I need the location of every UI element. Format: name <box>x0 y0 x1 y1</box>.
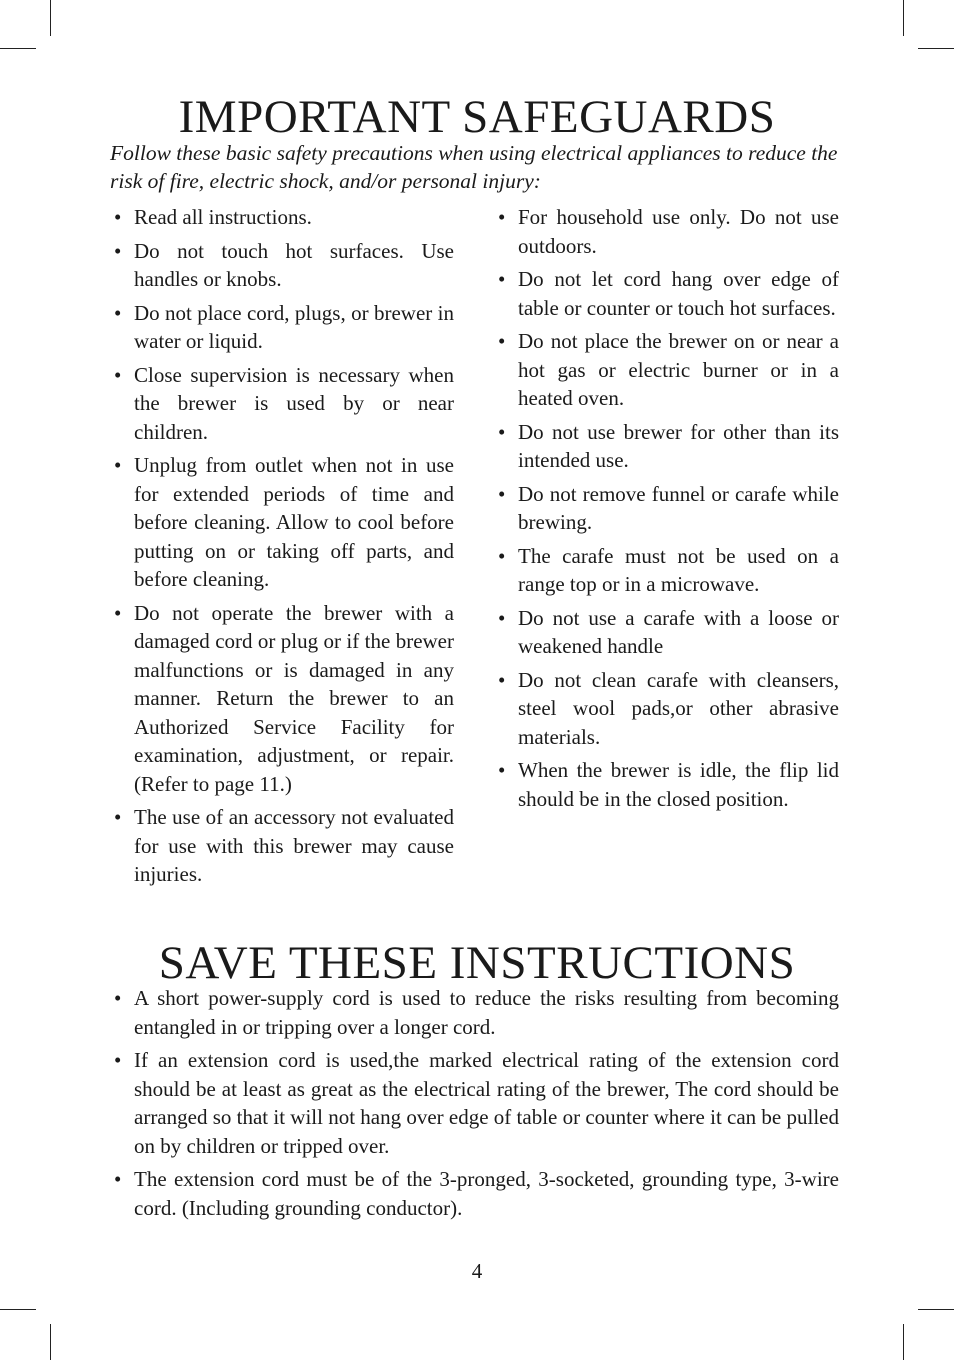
list-item: • Do not clean carafe with cleansers, steel wool pads,or other abrasive materials. <box>494 666 839 752</box>
list-item: • The extension cord must be of the 3-pronged, 3-socketed, grounding type, 3-wire cord. (Including grounding conductor). <box>110 1165 839 1222</box>
list-item: • Do not remove funnel or carafe while brewing. <box>494 480 839 537</box>
list-item: • If an extension cord is used,the marked electrical rating of the extension cord should be at least as great as the electrical rating of the brewer, The cord should be arranged so that it will not hang over edge of table or counter where it can be pulled on by children or tripped over. <box>110 1046 839 1160</box>
list-item: • A short power-supply cord is used to reduce the risks resulting from becoming entangled in or tripping over a longer cord. <box>110 984 839 1041</box>
safeguards-right-list <box>494 203 839 818</box>
crop-mark <box>918 1309 954 1310</box>
list-item: • Read all instructions. <box>110 203 454 232</box>
safeguards-left-list <box>110 203 454 894</box>
crop-mark <box>50 1324 51 1360</box>
page-number: 4 <box>471 1259 483 1283</box>
section-title-save: SAVE THESE INSTRUCTIONS <box>158 937 796 989</box>
crop-mark <box>0 1309 36 1310</box>
list-item: • Do not operate the brewer with a damaged cord or plug or if the brewer malfunctions or is damaged in any manner. Return the brewer to an Authorized Service Facility for examination, adjustment, or repair. (Refer to page 11.) <box>110 599 454 799</box>
save-instructions-list <box>110 984 839 1227</box>
intro-text: Follow these basic safety precautions when using electrical appliances to reduce the risk of fire, electric shock, and/or personal injury: <box>110 141 838 193</box>
crop-mark <box>918 48 954 49</box>
list-item: • Do not let cord hang over edge of table or counter or touch hot surfaces. <box>494 265 839 322</box>
page-title: IMPORTANT SAFEGUARDS <box>178 91 776 143</box>
crop-mark <box>903 1324 904 1360</box>
list-item: • Close supervision is necessary when the brewer is used by or near children. <box>110 361 454 447</box>
list-item: • Do not use a carafe with a loose or weakened handle <box>494 604 839 661</box>
list-item: • Do not touch hot surfaces. Use handles or knobs. <box>110 237 454 294</box>
list-item: • Unplug from outlet when not in use for extended periods of time and before cleaning. Allow to cool before putting on or taking off parts, and before cleaning. <box>110 451 454 594</box>
crop-mark <box>903 0 904 36</box>
list-item: • Do not place cord, plugs, or brewer in water or liquid. <box>110 299 454 356</box>
list-item: • For household use only. Do not use outdoors. <box>494 203 839 260</box>
crop-mark <box>50 0 51 36</box>
list-item: • The use of an accessory not evaluated for use with this brewer may cause injuries. <box>110 803 454 889</box>
list-item: • The carafe must not be used on a range top or in a microwave. <box>494 542 839 599</box>
crop-mark <box>0 48 36 49</box>
list-item: • Do not use brewer for other than its intended use. <box>494 418 839 475</box>
list-item: • When the brewer is idle, the flip lid should be in the closed position. <box>494 756 839 813</box>
list-item: • Do not place the brewer on or near a hot gas or electric burner or in a heated oven. <box>494 327 839 413</box>
